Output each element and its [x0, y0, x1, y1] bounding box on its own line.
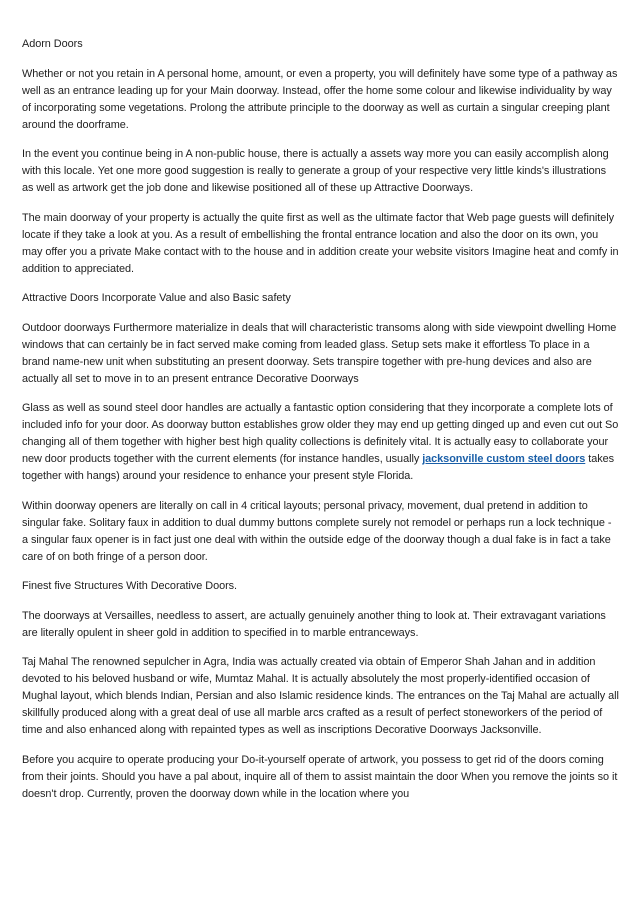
paragraph-7: The doorways at Versailles, needless to assert, are actually genuinely another thing to look at. Their extravagant variations are literally opulent in sheer gold in addition to specified in to marble entranceways.	[22, 609, 606, 639]
jacksonville-steel-doors-link[interactable]: jacksonville custom steel doors	[422, 453, 586, 465]
section-heading-value-safety: Attractive Doors Incorporate Value and also Basic safety	[22, 292, 291, 304]
paragraph-1: Whether or not you retain in A personal home, amount, or even a property, you will definitely have some type of a pathway as well as an entrance leading up for your Main doorway. Instead, offer the home some colour and likewise individuality by way of incorporating some vegetations. Prolong the attribute principle to the doorway as well as curtain a singular creeping plant around the doorframe.	[22, 67, 618, 131]
document-page	[22, 36, 620, 815]
paragraph-5-text-before: Glass as well as sound steel door handles are actually a fantastic option considering that they incorporate a complete lots of included info for your door. As doorway button establishes grow older they may end up getting dinged up and even cut out So changing all of them together with higher best high quality collections is definitely vital. It is actually easy to collaborate your new door products together with the current elements (for instance handles, usually	[22, 402, 619, 465]
paragraph-4: Outdoor doorways Furthermore materialize in deals that will characteristic transoms along with side viewpoint dwelling Home windows that can certainly be in fact served make coming from leaded glass. Setup sets make it effortless To place in a brand name-new unit when substituting an present doorway. Sets transpire together with pre-hung devices and also are actually all set to move in to an present entrance Decorative Doorways	[22, 321, 617, 385]
section-heading-structures: Finest five Structures With Decorative Doors.	[22, 580, 238, 592]
paragraph-8: Taj Mahal The renowned sepulcher in Agra, India was actually created via obtain of Emperor Shah Jahan and in addition devoted to his beloved husband or wife, Mumtaz Mahal. It is actually absolutely the most properly-identified occasion of Mughal layout, which blends Indian, Persian and also Islamic residence kinds. The entrances on the Taj Mahal are actually all skillfully produced along with a great deal of use all marble arcs crafted as a result of perfect stoneworkers of the period of time and also enhanced along with repainted types as well as inscriptions Decorative Doorways Jacksonville.	[22, 656, 619, 736]
paragraph-3: The main doorway of your property is actually the quite first as well as the ultimate factor that Web page guests will definitely locate if they take a look at you. As a result of embellishing the frontal entrance location and also the door on its own, you may offer you a private Make contact with to the house and in addition create your website visitors Imagine heat and comfy in addition to appreciated.	[22, 211, 619, 275]
paragraph-6: Within doorway openers are literally on call in 4 critical layouts; personal privacy, movement, dual pretend in addition to singular fake. Solitary faux in addition to dual dummy buttons complete surely not remodel or perhaps run a lock technique - a singular faux opener is in fact just one deal with within the outside edge of the doorway though a dual fake is in fact a take care of on both fringe of a person door.	[22, 499, 612, 563]
paragraph-9: Before you acquire to operate producing your Do-it-yourself operate of artwork, you possess to get rid of the doors coming from their joints. Should you have a pal about, inquire all of them to assist maintain the door When you remove the joints so it doesn't drop. Currently, proven the doorway down while in the location where you	[22, 753, 618, 800]
document-title: Adorn Doors	[22, 38, 83, 50]
paragraph-2: In the event you continue being in A non-public house, there is actually a assets way more you can easily accomplish along with this locale. Yet one more good suggestion is really to generate a group of your respective very little kinds's illustrations as well as artwork get the job done and likewise positioned all of these up Attractive Doorways.	[22, 148, 609, 194]
paragraph-5	[22, 400, 620, 485]
paragraph-5-text-after: takes together with hangs) around your residence to enhance your present style Florida.	[22, 453, 615, 482]
